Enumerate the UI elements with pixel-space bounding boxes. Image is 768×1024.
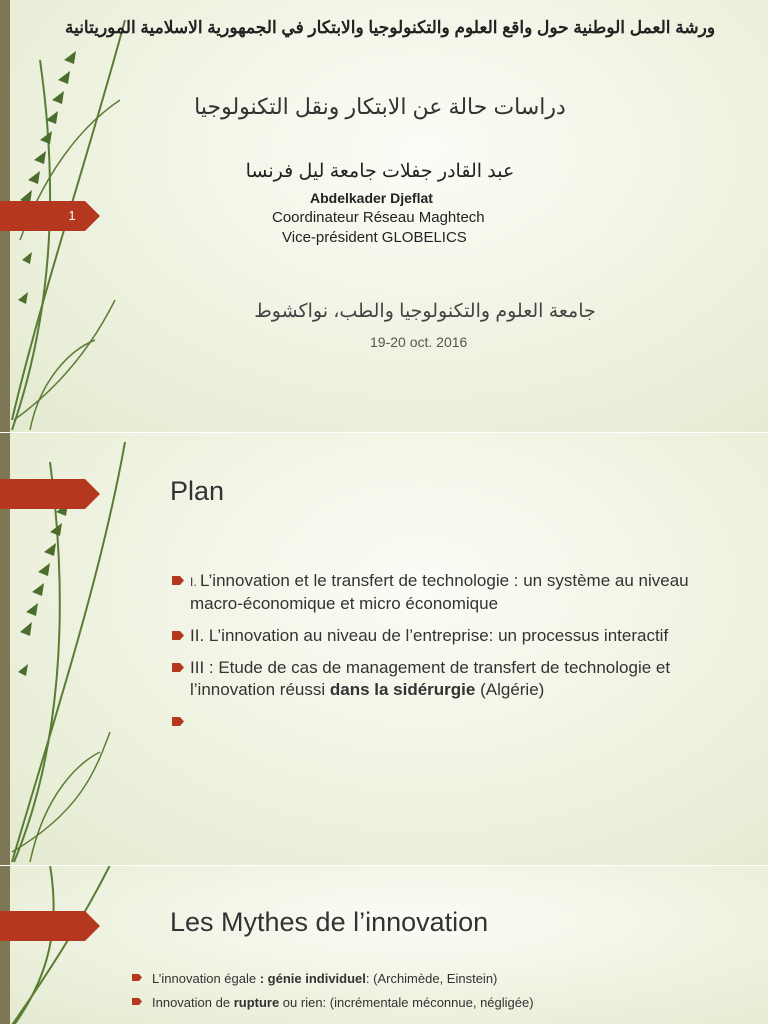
- title-marker-tab: [0, 911, 100, 941]
- myths-list: [132, 970, 572, 1011]
- arrow-bullet-icon: [132, 974, 142, 981]
- list-item: [172, 570, 732, 615]
- slide-1: [0, 0, 768, 432]
- date: 19-20 oct. 2016: [370, 334, 468, 350]
- author-role-2: Vice-président GLOBELICS: [282, 229, 467, 246]
- arrow-bullet-icon: [172, 576, 184, 585]
- slide-separator: [0, 432, 768, 433]
- author-arabic: عبد القادر جفلات جامعة ليل فرنسا: [245, 161, 515, 182]
- arrow-bullet-icon: [132, 998, 142, 1005]
- slide-3: [0, 865, 768, 1024]
- item-text: L’innovation et le transfert de technologie : un système au niveau macro-économique et micro économique: [190, 571, 689, 613]
- slide-number-tab: [0, 201, 100, 231]
- slide-title: Les Mythes de l’innovation: [170, 907, 489, 937]
- workshop-title: ورشة العمل الوطنية حول واقع العلوم والتكنولوجيا والابتكار في الجمهورية الاسلامية الموريتانية: [64, 18, 716, 37]
- list-item: [172, 625, 732, 647]
- venue: جامعة العلوم والتكنولوجيا والطب، نواكشوط: [254, 301, 596, 322]
- author-role-1: Coordinateur Réseau Maghtech: [272, 209, 485, 226]
- list-item: [132, 994, 572, 1011]
- slide-number: 1: [68, 208, 76, 223]
- author-name: Abdelkader Djeflat: [310, 190, 433, 206]
- item-text: III : Etude de cas de management de transfert de technologie et l’innovation réussi: [190, 658, 671, 699]
- slide-separator: [0, 865, 768, 866]
- item-text-bold: rupture: [233, 995, 280, 1010]
- arrow-bullet-icon: [172, 631, 184, 640]
- title-marker-tab: [0, 479, 100, 509]
- plan-list: [172, 570, 732, 733]
- slide-title: Plan: [170, 476, 225, 506]
- item-text-bold: : génie individuel: [259, 971, 366, 986]
- presentation-subtitle: دراسات حالة عن الابتكار ونقل التكنولوجيا: [194, 94, 566, 119]
- item-text: Innovation de: [152, 995, 234, 1010]
- item-text: : (Archimède, Einstein): [365, 971, 498, 986]
- item-text: II. L’innovation au niveau de l’entreprise: un processus interactif: [190, 626, 669, 645]
- item-text: (Algérie): [475, 680, 545, 699]
- list-item: [132, 970, 572, 987]
- slide-2: [0, 432, 768, 865]
- list-item: [172, 657, 732, 701]
- item-prefix: I.: [190, 575, 201, 589]
- item-text: ou rien: (incrémentale méconnue, négligée): [279, 995, 534, 1010]
- arrow-bullet-icon: [172, 663, 184, 672]
- item-text: L’innovation égale: [152, 971, 260, 986]
- leaf-decoration: [0, 865, 130, 1024]
- item-text-bold: dans la sidérurgie: [329, 680, 476, 699]
- arrow-bullet-icon: [172, 717, 184, 726]
- list-item: [172, 711, 732, 733]
